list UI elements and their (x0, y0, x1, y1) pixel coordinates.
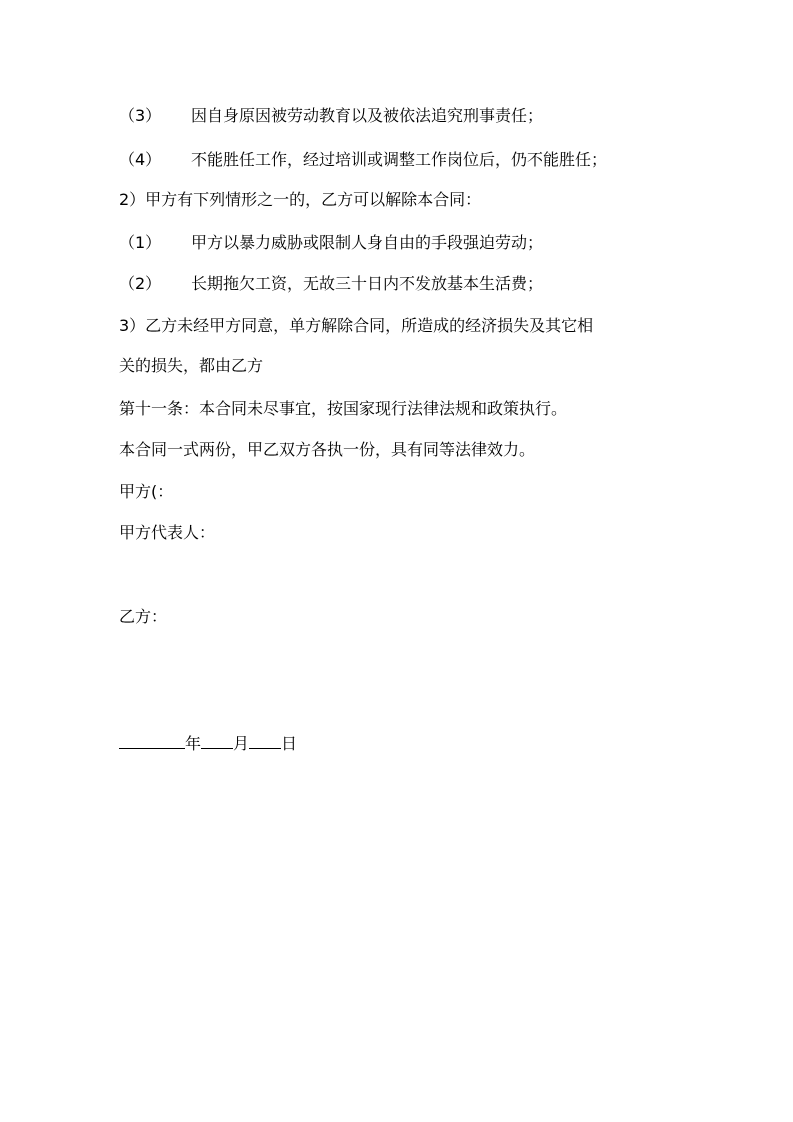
party-b-label: 乙方： (119, 607, 168, 626)
year-label: 年 (185, 734, 202, 753)
party-a-label: 甲方(： (119, 482, 174, 501)
month-label: 月 (233, 734, 250, 753)
month-blank (201, 730, 233, 749)
day-blank (249, 730, 281, 749)
item-text: 因自身原因被劳动教育以及被依法追究刑事责任； (191, 106, 544, 125)
item-text: 甲方以暴力威胁或限制人身自由的手段强迫劳动； (191, 233, 544, 252)
item-text: 长期拖欠工资，无故三十日内不发放基本生活费； (191, 274, 544, 293)
clause-3-line-2: 关的损失，都由乙方 (119, 356, 264, 375)
list-item (119, 105, 543, 127)
list-item (119, 149, 607, 171)
item-number: （1） (119, 233, 162, 252)
signature-date (119, 730, 297, 755)
day-label: 日 (281, 734, 298, 753)
list-item (119, 273, 543, 295)
article-11: 第十一条：本合同未尽事宜，按国家现行法律法规和政策执行。 (119, 399, 568, 418)
item-number: （4） (119, 150, 162, 169)
clause-2: 2）甲方有下列情形之一的，乙方可以解除本合同： (119, 190, 482, 209)
clause-3-line-1: 3）乙方未经甲方同意，单方解除合同，所造成的经济损失及其它相 (119, 316, 594, 335)
copies-statement: 本合同一式两份，甲乙双方各执一份，具有同等法律效力。 (119, 440, 536, 459)
item-number: （2） (119, 274, 162, 293)
year-blank (119, 730, 185, 749)
party-a-representative-label: 甲方代表人： (119, 523, 216, 542)
list-item (119, 232, 543, 254)
item-number: （3） (119, 106, 162, 125)
item-text: 不能胜任工作，经过培训或调整工作岗位后，仍不能胜任； (191, 150, 608, 169)
